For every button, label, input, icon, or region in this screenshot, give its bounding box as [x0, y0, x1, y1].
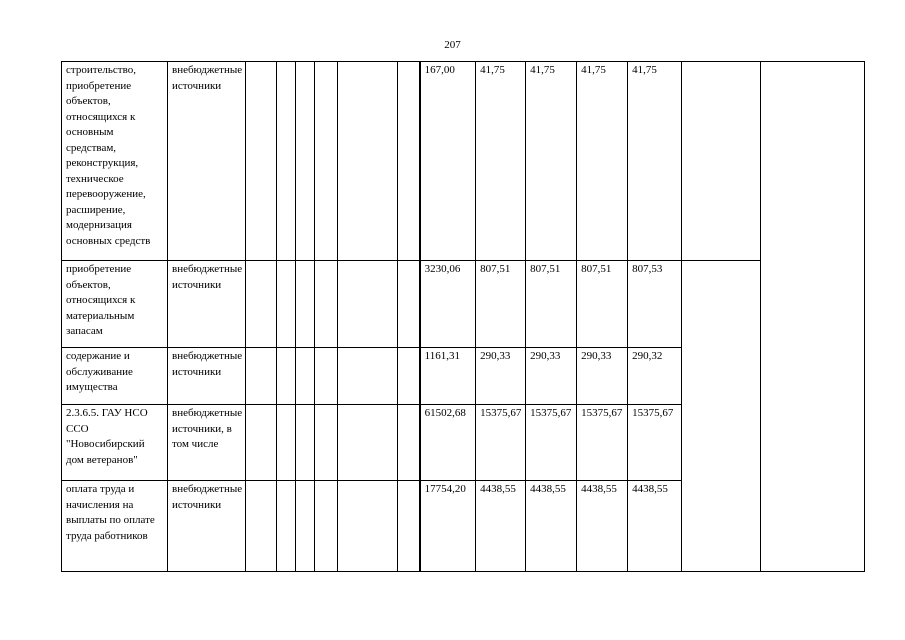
empty-cell	[277, 62, 296, 261]
empty-cell	[246, 261, 277, 348]
funding-source-cell: внебюджетные источники	[168, 481, 246, 572]
expense-name-cell: строительство, приобретение объектов, относящихся к основным средствам, реконструкция, техническое перевооружение, расширение, модернизация основных средств	[62, 62, 168, 261]
budget-table	[61, 61, 865, 572]
year-value-cell: 15375,67	[476, 405, 526, 481]
year-value-cell: 41,75	[628, 62, 682, 261]
expense-name-cell: оплата труда и начисления на выплаты по оплате труда работников	[62, 481, 168, 572]
year-value-cell: 4438,55	[577, 481, 628, 572]
expense-name-cell: содержание и обслуживание имущества	[62, 348, 168, 405]
empty-cell	[398, 481, 420, 572]
year-value-cell: 41,75	[526, 62, 577, 261]
funding-source-cell: внебюджетные источники	[168, 261, 246, 348]
empty-cell	[315, 261, 338, 348]
funding-source-cell: внебюджетные источники	[168, 348, 246, 405]
empty-cell	[398, 261, 420, 348]
page-number: 207	[444, 39, 461, 51]
year-value-cell: 41,75	[577, 62, 628, 261]
expense-name-cell: 2.3.6.5. ГАУ НСО ССО "Новосибирский дом ветеранов"	[62, 405, 168, 481]
year-value-cell: 290,33	[577, 348, 628, 405]
total-value-cell: 1161,31	[420, 348, 476, 405]
empty-cell	[296, 62, 315, 261]
expense-name-cell: приобретение объектов, относящихся к материальным запасам	[62, 261, 168, 348]
table-row	[62, 261, 865, 348]
year-value-cell: 15375,67	[577, 405, 628, 481]
empty-cell	[315, 405, 338, 481]
empty-cell	[398, 348, 420, 405]
table-row	[62, 62, 865, 261]
year-value-cell: 807,51	[526, 261, 577, 348]
empty-cell	[296, 261, 315, 348]
empty-cell	[315, 348, 338, 405]
total-value-cell: 61502,68	[420, 405, 476, 481]
funding-source-cell: внебюджетные источники, в том числе	[168, 405, 246, 481]
empty-merged-cell	[682, 261, 761, 572]
empty-cell	[338, 348, 398, 405]
year-value-cell: 807,51	[577, 261, 628, 348]
empty-cell	[277, 348, 296, 405]
year-value-cell: 15375,67	[628, 405, 682, 481]
total-value-cell: 167,00	[420, 62, 476, 261]
year-value-cell: 290,33	[526, 348, 577, 405]
empty-cell	[296, 405, 315, 481]
year-value-cell: 4438,55	[476, 481, 526, 572]
empty-cell	[398, 405, 420, 481]
empty-cell	[296, 481, 315, 572]
funding-source-cell: внебюджетные источники	[168, 62, 246, 261]
empty-merged-cell	[761, 62, 865, 572]
empty-cell	[315, 62, 338, 261]
empty-cell	[277, 261, 296, 348]
empty-cell	[338, 481, 398, 572]
empty-cell	[398, 62, 420, 261]
year-value-cell: 807,51	[476, 261, 526, 348]
year-value-cell: 807,53	[628, 261, 682, 348]
total-value-cell: 17754,20	[420, 481, 476, 572]
year-value-cell: 4438,55	[628, 481, 682, 572]
empty-cell	[338, 62, 398, 261]
total-value-cell: 3230,06	[420, 261, 476, 348]
empty-cell	[338, 261, 398, 348]
year-value-cell: 290,32	[628, 348, 682, 405]
year-value-cell: 4438,55	[526, 481, 577, 572]
empty-cell	[682, 62, 761, 261]
empty-cell	[296, 348, 315, 405]
empty-cell	[315, 481, 338, 572]
empty-cell	[277, 481, 296, 572]
empty-cell	[338, 405, 398, 481]
empty-cell	[246, 62, 277, 261]
year-value-cell: 290,33	[476, 348, 526, 405]
empty-cell	[246, 481, 277, 572]
empty-cell	[246, 405, 277, 481]
year-value-cell: 41,75	[476, 62, 526, 261]
empty-cell	[246, 348, 277, 405]
year-value-cell: 15375,67	[526, 405, 577, 481]
empty-cell	[277, 405, 296, 481]
